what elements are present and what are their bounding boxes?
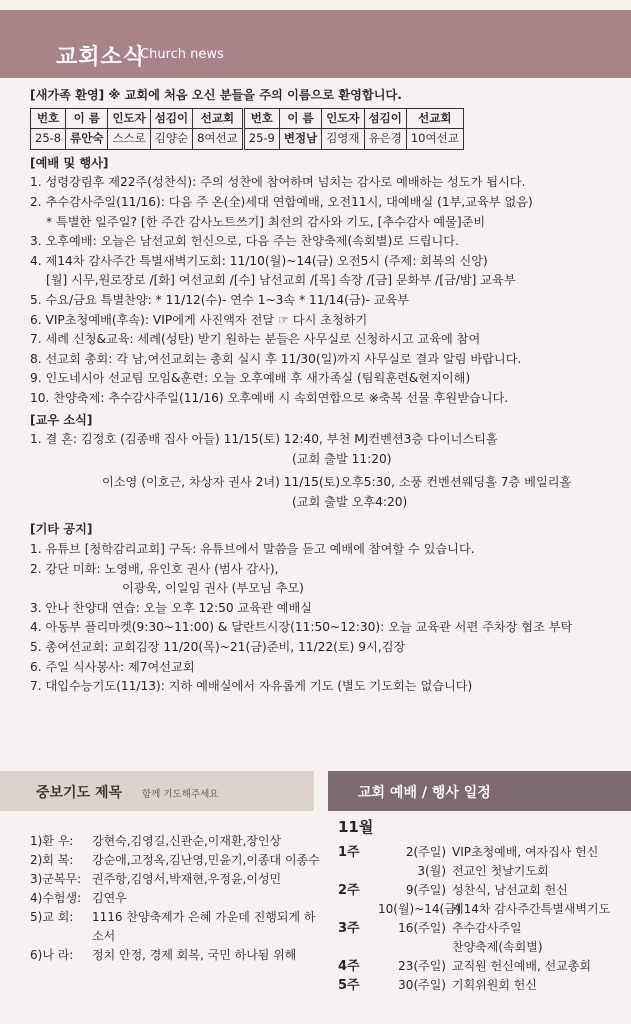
list-item [30, 889, 320, 908]
week-label: 3주 [338, 921, 360, 936]
prayer-value: 강현숙,김영길,신관순,이재환,장인상 [92, 834, 282, 848]
prayer-list [30, 832, 320, 965]
date-label: 10(월)~14(금) [378, 902, 461, 916]
list-item [30, 908, 320, 946]
list-item: 3. 오후예배: 오늘은 남선교회 헌신으로, 다음 주는 찬양축제(속회별)로 드립니다. [30, 234, 459, 249]
list-item: 1. 유튜브 [청학감리교회] 구독: 유튜브에서 말씀을 듣고 예배에 참여할 수 있습니다. [30, 542, 475, 557]
table-header: 인도자 [108, 108, 150, 129]
prayer-subtitle: 함께 기도해주세요 [142, 789, 219, 800]
list-item [30, 832, 320, 851]
event-label: 추수감사주일 [452, 921, 522, 935]
schedule-row [338, 976, 628, 995]
list-item: 2. 추수감사주일(11/16): 다음 주 온(全)세대 연합예배, 오전11시, 대예배실 (1부,교육부 없음) [30, 194, 533, 209]
list-item: 7. 대입수능기도(11/13): 지하 예배실에서 자유롭게 기도 (별도 기도회는 없습니다) [30, 679, 473, 694]
schedule-row [338, 881, 628, 900]
week-label [338, 862, 378, 881]
prayer-value: 1116 찬양축제가 은혜 가운데 진행되게 하소서 [92, 910, 316, 943]
page-subtitle: Church news [140, 47, 224, 62]
date-label: 16(주일) [398, 921, 446, 935]
date-label: 23(주일) [398, 959, 446, 973]
date-label: 2(주일) [405, 845, 446, 859]
table-cell: 류안숙 [66, 129, 108, 150]
others-section-title: [기타 공지] [30, 522, 93, 537]
schedule-row [338, 938, 628, 957]
schedule-title: 교회 예배 / 행사 일정 [358, 785, 491, 801]
list-item: 이광욱, 이일임 권사 (부모님 추모) [122, 581, 304, 596]
table-cell: 10여선교 [406, 129, 463, 150]
list-item [30, 946, 320, 965]
date-label [378, 938, 452, 957]
list-item [30, 851, 320, 870]
week-label: 1주 [338, 845, 360, 860]
table-header: 섬김이 [150, 108, 192, 129]
list-item: 5. 총여선교회: 교회김장 11/20(목)~21(금)준비, 11/22(토) 9시,김장 [30, 640, 406, 655]
week-label [338, 900, 378, 919]
table-cell: 김양순 [150, 129, 192, 150]
table-cell: 김영재 [322, 129, 364, 150]
prayer-value: 권주항,김영서,박재현,우정윤,이성민 [92, 872, 282, 886]
list-item: 9. 인도네시아 선교팀 모임&훈련: 오늘 오후예배 후 새가족실 (팀웍훈련&현지이해) [30, 371, 471, 386]
new-family-title: [새가족 환영] ※ 교회에 처음 오신 분들을 주의 이름으로 환영합니다. [30, 88, 402, 102]
week-label: 4주 [338, 959, 360, 974]
table-header: 이 름 [279, 108, 321, 129]
list-item [30, 870, 320, 889]
week-label: 2주 [338, 883, 360, 898]
list-item: 6. VIP초청예배(후속): VIP에게 사진액자 전달 ☞ 다시 초청하기 [30, 312, 368, 327]
prayer-key: 3)군복무: [30, 872, 82, 886]
schedule-row [338, 957, 628, 976]
event-label: 찬양축제(속회별) [452, 940, 543, 954]
prayer-title: 중보기도 제목 [36, 785, 123, 801]
prayer-value: 강순애,고정옥,김난영,민윤기,이종대 이종수 [92, 853, 320, 867]
page-title: 교회소식 [56, 45, 146, 70]
header-banner [0, 10, 631, 78]
list-item: 이소영 (이호근, 차상자 권사 2녀) 11/15(토)오후5:30, 소풍 컨벤션웨딩홀 7층 베일리홀 [102, 475, 572, 490]
table-cell: 25-8 [31, 129, 66, 150]
week-label [338, 938, 378, 957]
prayer-key: 5)교 회: [30, 910, 74, 924]
table-cell: 8여선교 [193, 129, 244, 150]
schedule-row [338, 919, 628, 938]
new-family-header-row [31, 108, 464, 129]
event-label: 기획위원회 헌신 [452, 978, 537, 992]
table-header: 인도자 [322, 108, 364, 129]
event-label: 전교인 첫날기도회 [452, 864, 549, 878]
date-label: 9(주일) [405, 883, 446, 897]
date-label: 3(월) [417, 864, 446, 878]
list-item: 2. 강단 미화: 노영배, 유인호 권사 (범사 감사), [30, 561, 279, 576]
list-item: 6. 주일 식사봉사: 제7여선교회 [30, 659, 195, 674]
event-label: 성찬식, 남선교회 헌신 [452, 883, 568, 897]
table-header: 이 름 [66, 108, 108, 129]
list-item: 4. 제14차 감사주간 특별새벽기도회: 11/10(월)~14(금) 오전5시 (주제: 회복의 신앙) [30, 253, 488, 268]
list-item: 1. 성령강림후 제22주(성찬식): 주의 성찬에 참여하며 넘치는 감사로 예배하는 성도가 됩시다. [30, 175, 526, 190]
table-header: 선교회 [193, 108, 244, 129]
prayer-key: 4)수험생: [30, 891, 82, 905]
schedule-month: 11월 [338, 818, 374, 836]
list-item: 10. 찬양축제: 추수감사주일(11/16) 오후예배 시 속회연합으로 ※축복 선물 후원받습니다. [30, 390, 509, 405]
prayer-value: 김연우 [92, 891, 127, 905]
members-section-title: [교우 소식] [30, 412, 93, 427]
event-label: 제14차 감사주간특별새벽기도 [452, 902, 611, 916]
schedule-list [338, 818, 628, 995]
table-cell: 변정남 [279, 129, 321, 150]
list-item: 5. 수요/금요 특별찬양: * 11/12(수)- 연수 1~3속 * 11/14(금)- 교육부 [30, 292, 410, 307]
list-item: * 특별한 일주일? [한 주간 감사노트쓰기] 최선의 감사와 기도, [추수감사 예물]준비 [46, 214, 486, 229]
table-row [31, 129, 464, 150]
news-body [30, 86, 600, 697]
prayer-key: 6)나 라: [30, 948, 74, 962]
table-cell: 유은경 [364, 129, 406, 150]
table-header: 번호 [243, 108, 279, 129]
list-item: 7. 세례 신청&교육: 세례(성탄) 받기 원하는 분들은 사무실로 신청하시고 교육에 참여 [30, 332, 481, 347]
schedule-row [338, 900, 628, 919]
worship-section-title: [예배 및 행사] [30, 155, 109, 170]
list-item: 8. 선교회 총회: 각 남,여선교회는 총회 실시 후 11/30(일)까지 사무실로 결과 알림 바랍니다. [30, 351, 522, 366]
table-header: 섬김이 [364, 108, 406, 129]
list-item: (교회 출발 11:20) [292, 451, 392, 466]
list-item: 4. 아동부 플리마켓(9:30~11:00) & 달란트시장(11:50~12:30): 오늘 교육관 서편 주차장 협조 부탁 [30, 620, 573, 635]
prayer-key: 1)환 우: [30, 834, 74, 848]
table-cell: 25-9 [243, 129, 279, 150]
list-item: 1. 결 혼: 김정호 (김종배 집사 아들) 11/15(토) 12:40, 부천 MJ컨벤션3층 다이너스티홀 [30, 432, 498, 447]
event-label: 교직원 헌신예배, 선교총회 [452, 959, 591, 973]
schedule-row [338, 843, 628, 862]
schedule-row [338, 862, 628, 881]
table-cell: 스스로 [108, 129, 150, 150]
list-item: [월] 시무,원로장로 /[화] 여선교회 /[수] 남선교회 /[목] 속장 /[금] 문화부 /[금/밤] 교육부 [46, 273, 516, 288]
prayer-header [0, 771, 314, 811]
prayer-value: 정치 안정, 경제 회복, 국민 하나됨 위해 [92, 948, 297, 962]
list-item: 3. 안나 찬양대 연습: 오늘 오후 12:50 교육관 예배실 [30, 600, 312, 615]
event-label: VIP초청예배, 여자집사 헌신 [452, 845, 599, 859]
new-family-table [30, 108, 464, 150]
date-label: 30(주일) [398, 978, 446, 992]
table-header: 번호 [31, 108, 66, 129]
prayer-key: 2)회 복: [30, 853, 74, 867]
week-label: 5주 [338, 978, 360, 993]
table-header: 선교회 [406, 108, 463, 129]
schedule-header [328, 771, 631, 811]
list-item: (교회 출발 오후4:20) [292, 494, 408, 509]
